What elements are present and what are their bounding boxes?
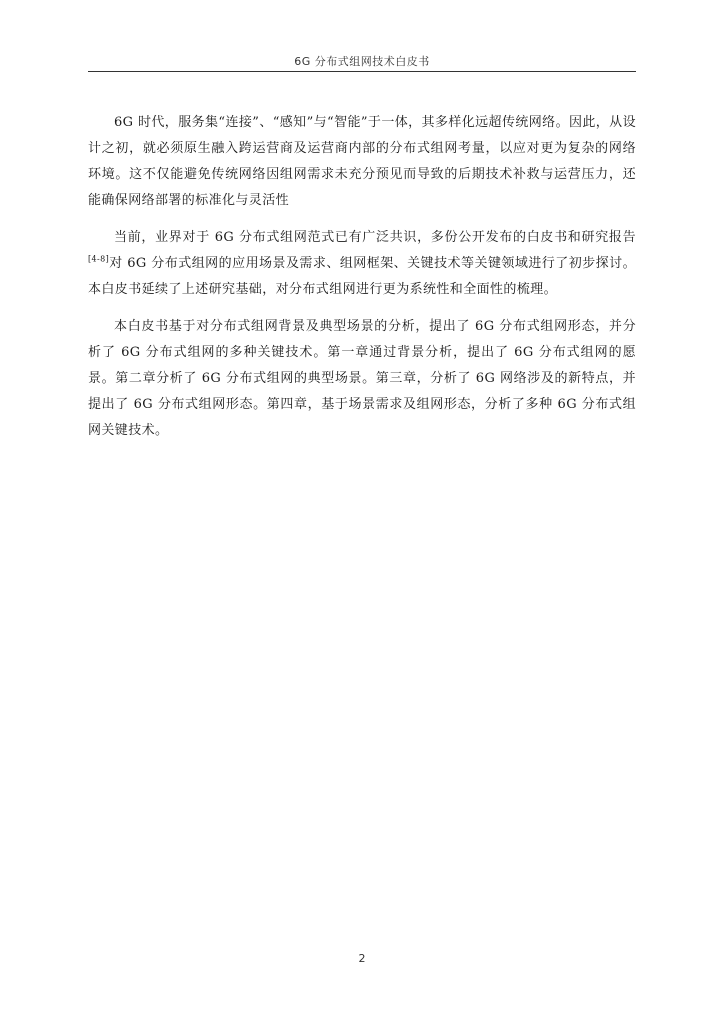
header-rule bbox=[88, 71, 636, 72]
body-text bbox=[88, 110, 636, 455]
paragraph-structure: 本白皮书基于对分布式组网背景及典型场景的分析，提出了 6G 分布式组网形态，并分析了 6G 分布式组网的多种关键技术。第一章通过背景分析，提出了 6G 分布式组网的愿景。第二章分析了 6G 分布式组网的典型场景。第三章，分析了 6G 网络涉及的新特点，并提出了 6G 分布式组网形态。第四章，基于场景需求及组网形态，分析了多种 6G 分布式组网关键技术。 bbox=[88, 319, 636, 438]
running-header: 6G 分布式组网技术白皮书 bbox=[294, 55, 430, 68]
citation-reference: [4-8] bbox=[88, 254, 110, 264]
paragraph-background-text-end: 对 6G 分布式组网的应用场景及需求、组网框架、关键技术等关键领域进行了初步探讨。本白皮书延续了上述研究基础，对分布式组网进行更为系统性和全面性的梳理。 bbox=[88, 256, 636, 297]
paragraph-background bbox=[88, 225, 636, 303]
paragraph-intro: 6G 时代，服务集“连接”、“感知”与“智能”于一体，其多样化远超传统网络。因此，从设计之初，就必须原生融入跨运营商及运营商内部的分布式组网考量，以应对更为复杂的网络环境。这不仅能避免传统网络因组网需求未充分预见而导致的后期技术补救与运营压力，还能确保网络部署的标准化与灵活性 bbox=[88, 115, 636, 208]
page-number: 2 bbox=[358, 952, 366, 965]
paragraph-background-text-start: 当前，业界对于 6G 分布式组网范式已有广泛共识，多份公开发布的白皮书和研究报告 bbox=[114, 230, 636, 245]
